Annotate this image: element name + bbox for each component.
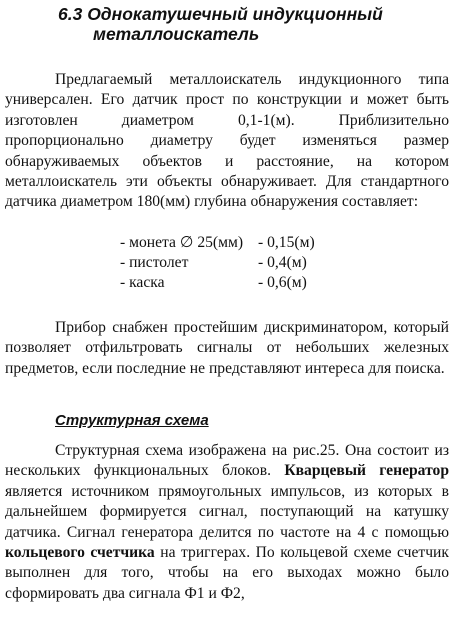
discriminator-paragraph: Прибор снабжен простейшим дискриминатором, который позволяет отфильтровать сигналы от небольших железных предметов, если последние не представляют интереса для поиска. — [5, 319, 449, 377]
subsection-heading: Структурная схема — [55, 412, 209, 429]
list-item-value: - 0,4(м) — [258, 254, 307, 271]
paragraph-text: является источником прямоугольных импульсов, из которых в дальнейшем формируется сигнал, поступающий на катушку датчика. Сигнал генератора делится по частоте на 4 с помощью — [5, 482, 449, 541]
bold-term-crystal-oscillator: Кварцевый генератор — [284, 462, 450, 480]
list-item-value: - 0,15(м) — [258, 234, 315, 251]
intro-paragraph: Предлагаемый металлоискатель индукционного типа универсален. Его датчик прост по конструкции и может быть изготовлен диаметром 0,1-1(м). Приблизительно пропорционально диаметру будет изменяться размер обнаруживаемых объектов и расстояние, на котором металлоискатель эти объекты обнаруживает. Для стандартного датчика диаметром 180(мм) глубина обнаружения составляет: — [5, 71, 449, 211]
list-item-label: - монета ∅ 25(мм) — [120, 234, 244, 251]
list-item-label: - каска — [120, 274, 165, 291]
section-heading — [58, 4, 448, 44]
list-item — [120, 273, 380, 293]
list-item-value: - 0,6(м) — [258, 274, 307, 291]
list-item-label: - пистолет — [120, 254, 189, 271]
section-heading-line-1: 6.3 Однокатушечный индукционный — [58, 4, 383, 24]
paragraph-text: на триггерах. По кольцевой схеме счетчик выполнен для того, чтобы на его выходах можно было сформировать два сигнала Ф1 и Ф2, — [5, 544, 449, 602]
structure-paragraph — [5, 441, 449, 604]
detection-depth-list — [120, 233, 380, 293]
list-item — [120, 253, 380, 273]
list-item — [120, 233, 380, 253]
paragraph-text: Структурная схема изображена на рис.25. Она состоит из нескольких функциональных блоков. — [5, 442, 449, 480]
section-heading-line-2: металлоискатель — [93, 24, 260, 44]
bold-term-ring-counter: кольцевого счетчика — [5, 544, 155, 562]
